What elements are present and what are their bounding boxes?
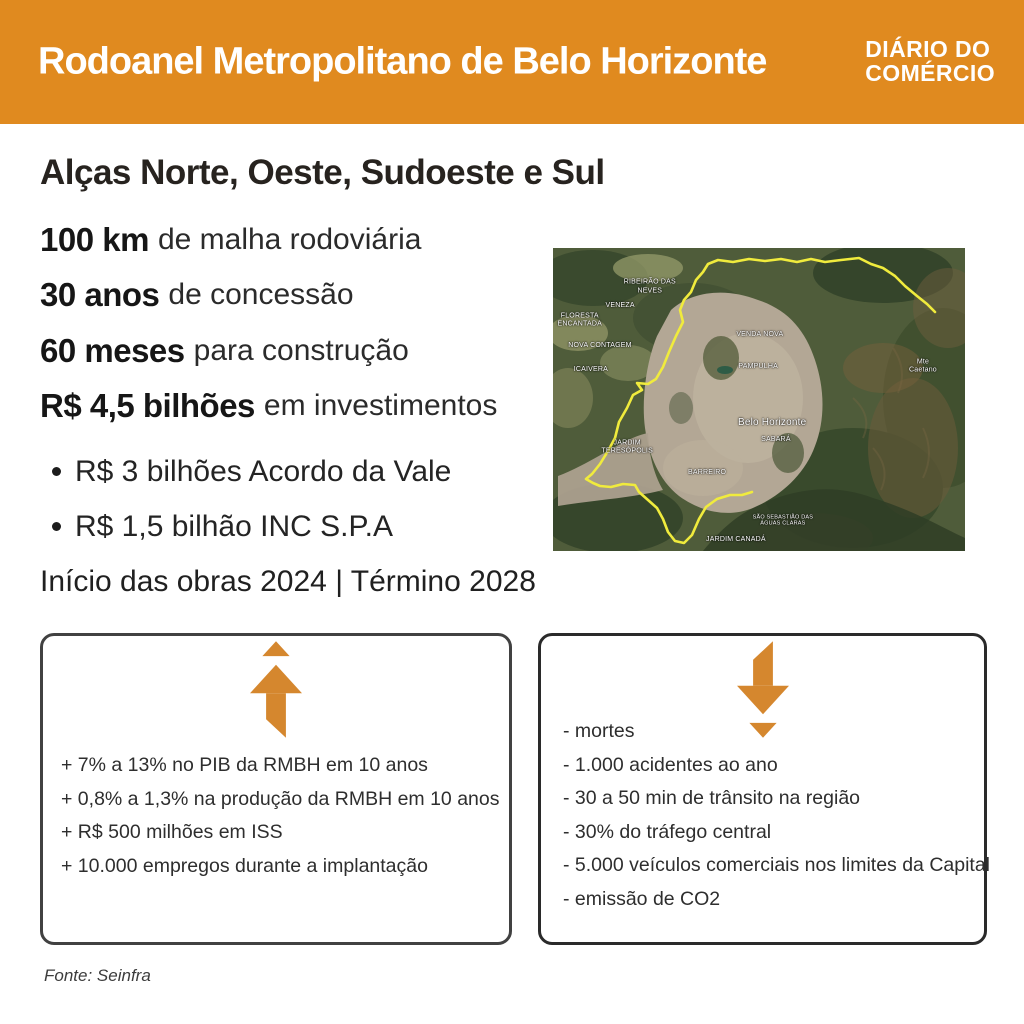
diario-do-comercio-logo <box>865 38 995 86</box>
construction-timeline: Início das obras 2024 | Término 2028 <box>40 565 536 598</box>
list-item: - 1.000 acidentes ao ano <box>563 753 778 776</box>
stat-label: para construção <box>193 333 409 367</box>
stat-line <box>40 212 497 268</box>
bullet-text: R$ 3 bilhões Acordo da Vale <box>75 454 452 488</box>
list-item: - mortes <box>563 720 635 742</box>
logo-line-1: DIÁRIO DO <box>865 36 991 63</box>
page-title: Rodoanel Metropolitano de Belo Horizonte <box>38 40 767 83</box>
list-item: - 30% do tráfego central <box>563 820 772 843</box>
stat-line <box>40 323 497 379</box>
map-label: PAMPULHA <box>738 362 778 370</box>
bullet-text: R$ 1,5 bilhão INC S.P.A <box>75 509 393 543</box>
map-label: SABARÁ <box>761 436 791 444</box>
reductions-list <box>563 715 990 916</box>
list-item <box>52 499 451 554</box>
header-bar <box>0 0 1024 124</box>
up-arrow-icon <box>245 640 307 744</box>
list-item: + 0,8% a 1,3% na produção da RMBH em 10 anos <box>61 787 500 810</box>
investment-breakdown <box>52 444 451 554</box>
list-item: + 7% a 13% no PIB da RMBH em 10 anos <box>61 754 428 776</box>
source-credit: Fonte: Seinfra <box>44 966 151 985</box>
section-subtitle: Alças Norte, Oeste, Sudoeste e Sul <box>40 153 605 192</box>
logo-line-2: COMÉRCIO <box>865 60 995 86</box>
stat-value: 100 km <box>40 220 149 258</box>
list-item: + R$ 500 milhões em ISS <box>61 821 283 843</box>
map-label: JARDIM TERESÓPOLIS <box>601 439 653 455</box>
map-label-belo-horizonte: Belo Horizonte <box>737 417 807 429</box>
map-label: VENEZA <box>605 301 635 309</box>
satellite-map <box>553 248 965 551</box>
stat-label: em investimentos <box>263 389 498 423</box>
benefits-list <box>61 749 499 883</box>
stat-label: de concessão <box>168 278 354 312</box>
stat-line <box>40 268 497 324</box>
key-stats <box>40 212 497 434</box>
list-item: - 30 a 50 min de trânsito na região <box>563 787 861 809</box>
map-label: RIBEIRÃO DAS NEVES <box>623 278 676 295</box>
stat-value: R$ 4,5 bilhões <box>40 387 255 425</box>
list-item: - emissão de CO2 <box>563 887 721 910</box>
reductions-box <box>538 633 991 945</box>
list-item <box>52 444 451 499</box>
list-item: + 10.000 empregos durante a implantação <box>61 854 428 877</box>
map-label: JARDIM CANADÁ <box>706 536 766 544</box>
map-label: VENDA NOVA <box>736 330 784 338</box>
map-label: SÃO SEBASTIÃO DAS ÁGUAS CLARAS <box>752 514 814 527</box>
benefits-box <box>40 633 512 945</box>
stat-label: de malha rodoviária <box>157 222 422 256</box>
map-graphic <box>553 248 965 551</box>
list-item: - 5.000 veículos comerciais nos limites da Capital <box>563 854 991 876</box>
map-label: ICAIVERA <box>573 365 609 373</box>
stat-value: 60 meses <box>40 331 185 369</box>
map-label: BARREIRO <box>687 468 727 476</box>
bullet-icon <box>52 522 61 531</box>
bullet-icon <box>52 467 61 476</box>
map-label: FLORESTA ENCANTADA <box>557 312 602 328</box>
map-label: NOVA CONTAGEM <box>568 341 632 349</box>
stat-value: 30 anos <box>40 276 160 314</box>
map-label: Mte Caetano <box>909 358 937 375</box>
stat-line <box>40 379 497 435</box>
